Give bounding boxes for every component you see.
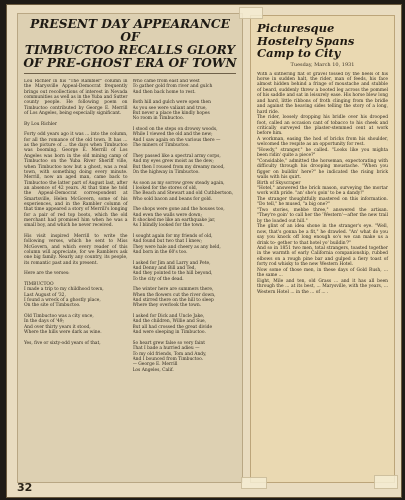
article-columns xyxy=(18,76,242,479)
tape-strip xyxy=(241,477,267,489)
headline-rule xyxy=(24,73,236,74)
right-newspaper-clipping xyxy=(250,15,395,483)
page-number: 32 xyxy=(17,481,33,494)
tape-strip xyxy=(374,475,398,489)
tape-strip xyxy=(239,7,263,19)
article-column-2: Who came from east and west To gather gold from river and gulch And then back home to rest. Both hill and gulch were open then As you see were valiant and true, But never a place the kindly hopes No room in Timbuctoo. I stood on the steps on drowsy woods, While I viewed the old and the new; And I saw again on the various there — The miners of Timbuctoo. They passed like a spectral army corps, And my eyes grew moist as the dew; But then I roused from my dreamy mood, On the highway in Timbuctoo. As soon as my sorrow grew steady again, I looked for the stores of old, The Beach and Stewart and old Cuthbertson, Who sold bacon and beans for gold. The shops were gone and the houses too, And even the walls were down; It shocked me like an earthquake jar, As I blindly looked for the town. I sought again for my friends of old, And found but two that I knew; They were hale and cheery as any held, And born in the 60's too. I asked for Jim and Larry and Pete, And Denny and Bill and Ted, And they pointed to the hill beyond, To the city of the dead. The winter here are summers there, When the flowers cut the river down, And stirred there on the hill to sleep Where they overlook the town. I asked for Dick and Uncle Jake, And the children, Willie and Sue, But all had crossed the great divide And were sleeping in Timbuctoo. So heart grew false so very faint That I bade a hurried adieu — To my old friends, Tom and Andy, And I bounced from Timbuctoo. — George E. Merrill Los Angeles, Calif. xyxy=(132,79,234,373)
left-headline: PRESENT DAY APPEARANCE OF TIMBUCTOO RECALLS GLORY OF PRE-GHOST ERA OF TOWN xyxy=(23,17,237,70)
article-date: Tuesday, March 10, 1931 xyxy=(290,61,355,68)
right-article-body: With a slithering flat of gravel tossed by the heels of his horse in sudden halt, the rider, man of feeds, his face almost hidden behind a fringe of moustache and stubble of beard, suddenly threw a booted leg across the pommel of his saddle and sat in leisurely ease. His horse blew long and hard, little ribbons of froth clinging from the bridle and against the heaving sides telling the story of a long, hard ride. The rider, loosely dropping his bridle over his drooped foot, called an occasion cant of tobacco to his cheek and critically surveyed the plaster-stemmed cent at work before him. A workman, easing the hod of bricks from his shoulder, welcomed the respite as an opportunity for rest. "Howdy," stranger," he called. "Looks like you mighta been ridin' quite a piece?" "Considable," admitted the horseman, expectorating with difficulty through his drooping moustache. "When you figger on buildin' here?" he indicated the rising brick walls with his quirt. Birth of Skyscraper "Hotel," answered the brick mason, surveying the mortar work with pride. "an' she's goin' to be a dandy!" The stranger thoughtfully mastered on this information. "Do tell," he mused, "a big one?" "Two stories, mebbe three," answered the artisan. "They're goin' to call her the 'Western'—after the new trail by the loaded out hill." The glint of an idea shone in the stranger's eye. "Well, now, that's gonna be a fit," he drawled. "An' what do you say you knock off long enough so's we can make us a drink to- gether to that hotel yo' buildin'?" And so in 1851 two men, total strangers, toasted together in the warmth of early California companionship, rubbed elbows on a rough pine bar and gulped a fiery toast of forty rod whisky to the new Western Hotel. Now some of those men, in these days of Gold Rush, ... the same ... Eight, Mile and ten, old Grass ... and it has all been through the ... at its best, ... Marysville, with the years, ... Western Hotel ... in the ... of ... . xyxy=(257,71,388,295)
left-newspaper-clipping xyxy=(17,13,243,483)
article-column-1: Lou Richler in his "The Rambler" column in the Marysville Appeal-Democrat frequently brings out recollections of interest in Nevada communities as well as in the Yuba and Sutter county people. He following poem on Timbuctoo contributed by George E. Merrill of Los Angeles, being especially significant. By Lou Richler Forty odd years ago it was ... into the column, for all the romance of the old town. It has ... as the picture of ... the days when Timbuctoo was booming. George E. Merrill of Los Angeles was born in the old mining camp of Timbuctoo on the Yuba River Sheriff ville, when Timbuctoo now but a ghost, was a real town, with something doing every minute. Merrill, now an aged man, came back to Timbuctoo the latter part of August last, after an absence of 42 years. At that time he told the Appeal-Democrat correspondent at Smartsville, Helen McGovern, some of his experiences, and in the Rambler column of that time appeared a story of Merrill's longing for a pair of red top boots, which the old merchant had promised him when he was a small boy, and which he never received. His visit inspired Merrill to write the following verses, which he sent to Miss McGovern, and which every reader of this column will appreciate, for we Ramblers ask one big family. Nearly any country, its people, its romantic past and its present. Here are the verses: TIMBUCTOO I made a trip to my childhood town, Last August of '32, I found a wreck of a ghostly place, On the site of Timbuctoo. Old Timbuctoo was a city once, In the days of '49; And over thirty years it stood, Where the hills were dark as wine. Yes, five or sixty-odd years of that, xyxy=(24,79,128,346)
right-headline: Picturesque Hostelry Spans Camp to City xyxy=(257,21,355,60)
scrapbook-page xyxy=(6,4,402,498)
